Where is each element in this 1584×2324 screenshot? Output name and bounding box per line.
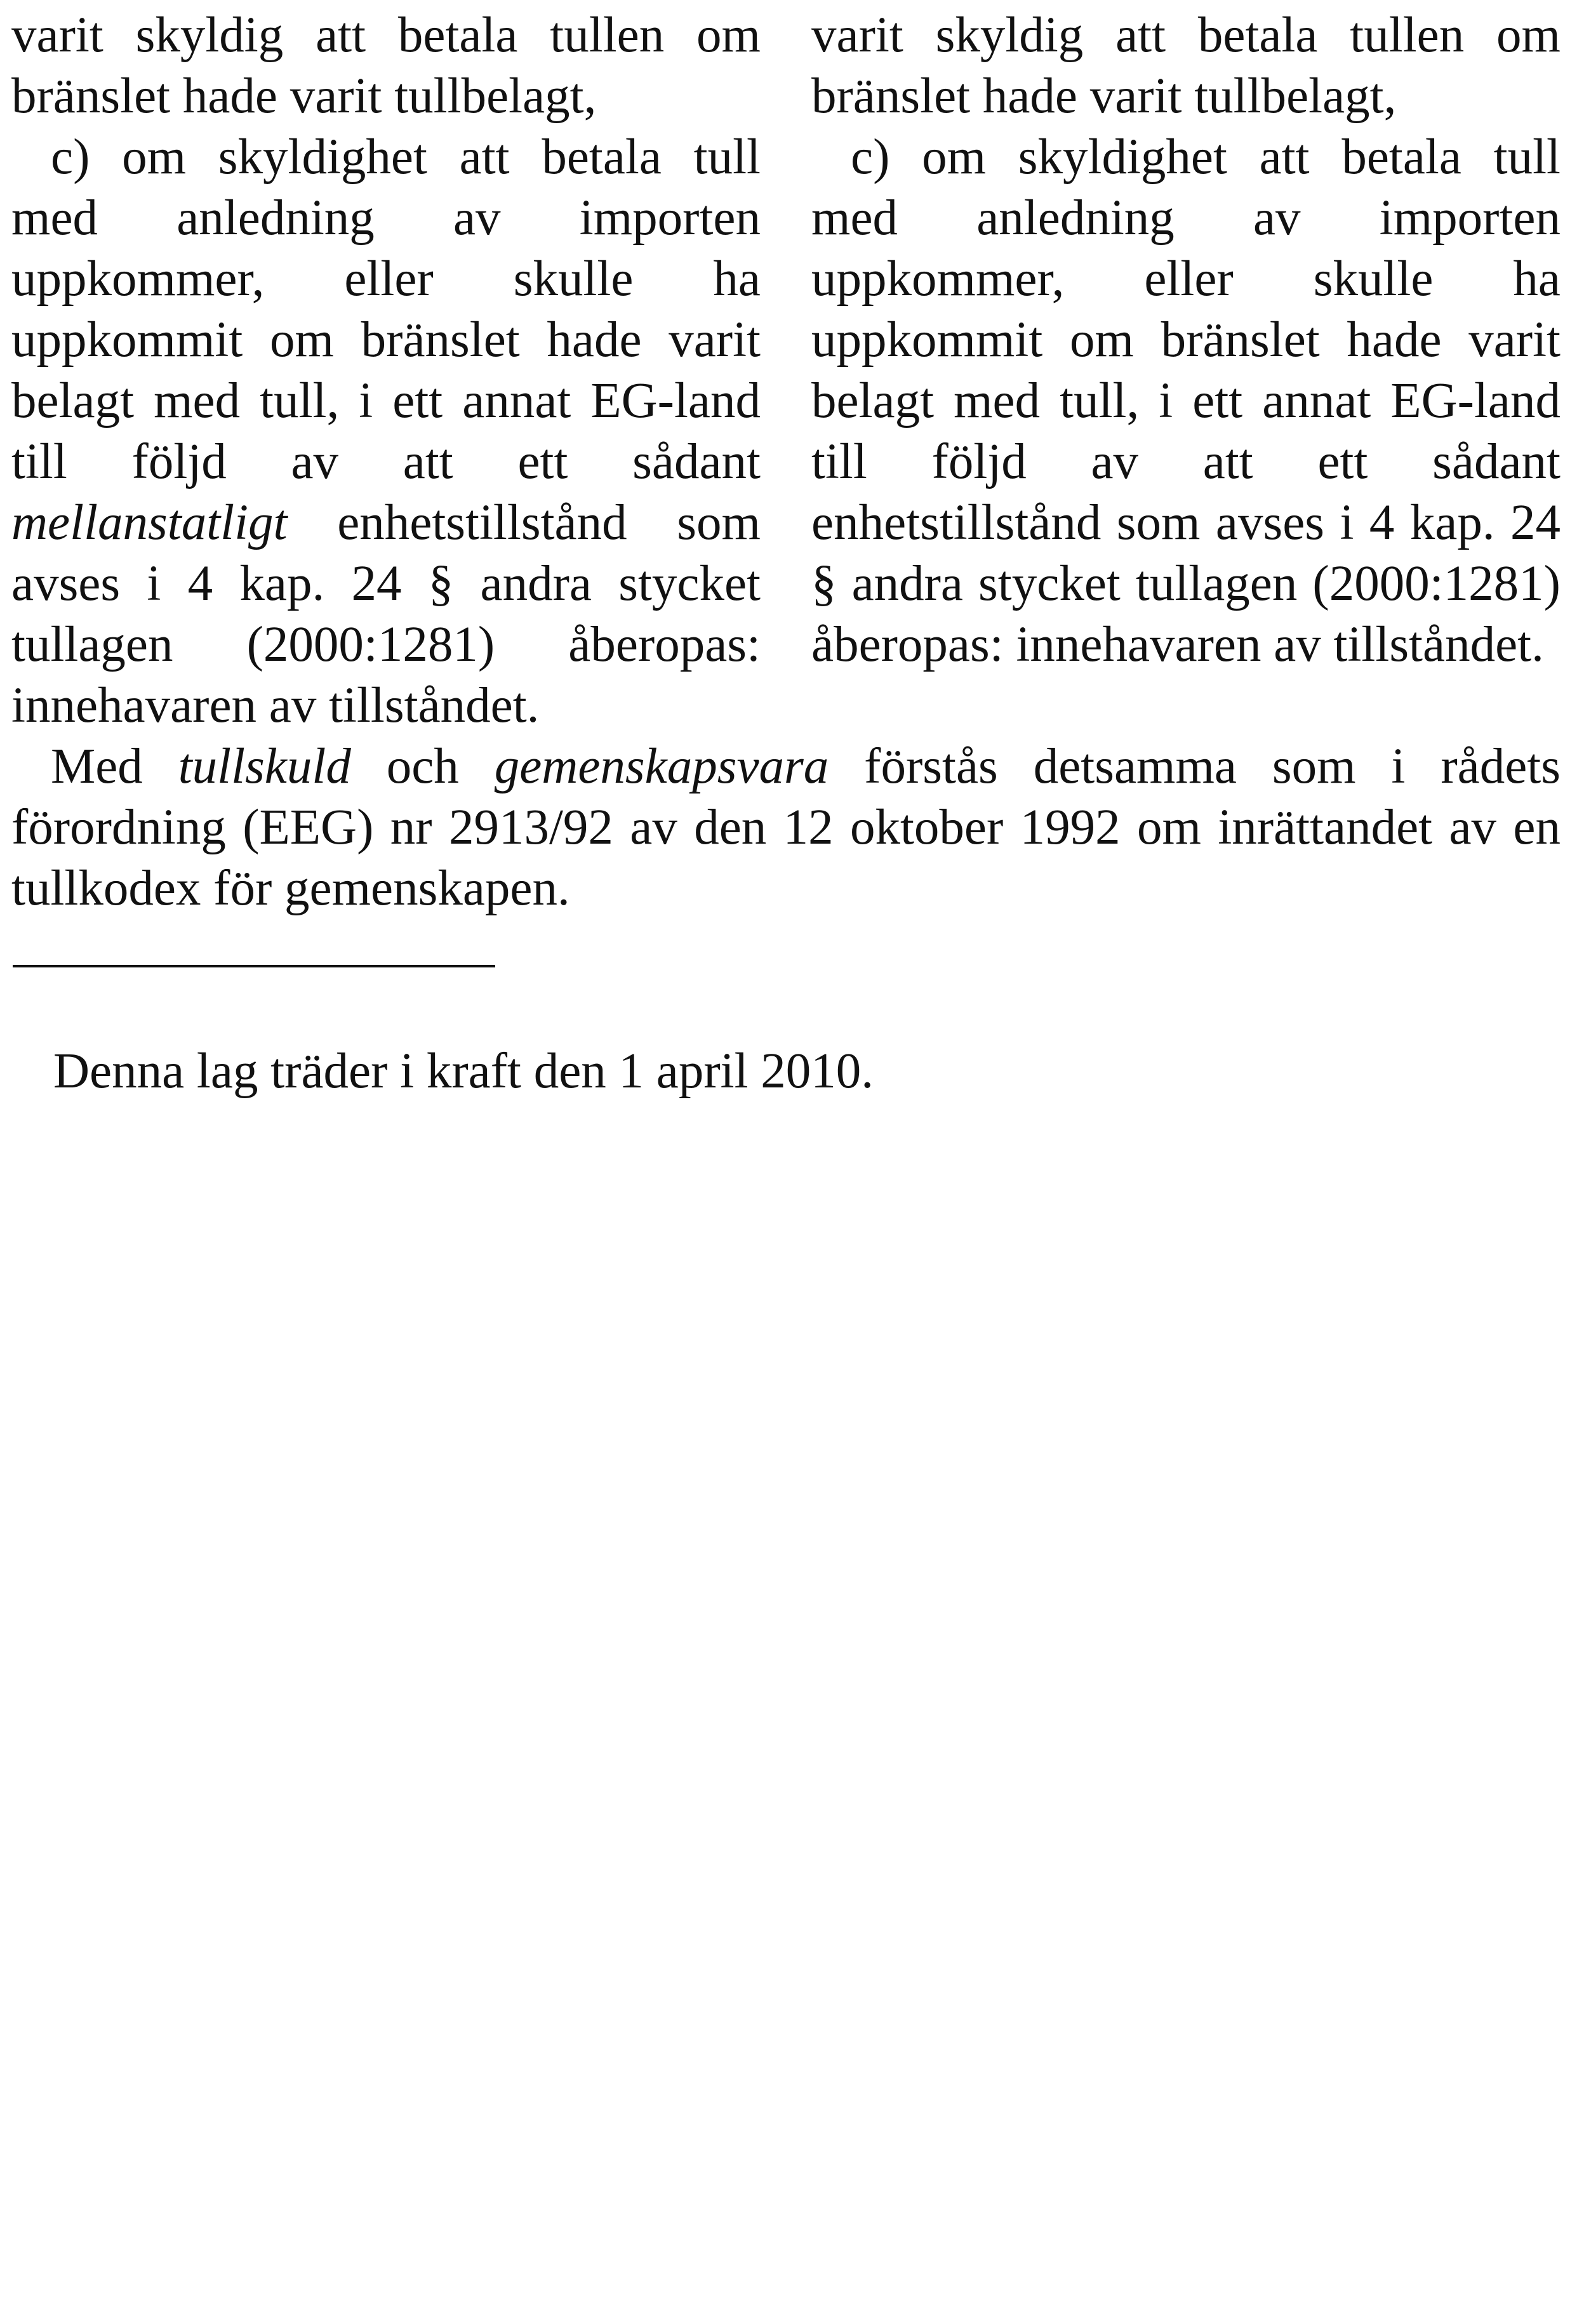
definition-paragraph-block — [11, 736, 1561, 919]
definition-after: förstås detsamma som i rådets förordning (EEG) nr 2913/92 av den 12 oktober 1992 om inrättandet av en tullkodex för gemenskapen. — [11, 739, 1561, 916]
entry-into-force-note: Denna lag träder i kraft den 1 april 2010. — [53, 1044, 874, 1099]
left-column-current-wording — [11, 5, 761, 736]
left-c-text-before: c) om skyldighet att betala tull med anledning av importen uppkommer, eller skulle ha uppkommit om bränslet hade varit belagt med tull, i ett annat EG-land till följd av att ett sådant — [11, 129, 761, 489]
left-c-text-after: enhetstillstånd som avses i 4 kap. 24 § andra stycket tullagen (2000:1281) åberopas: innehavaren av tillståndet. — [11, 495, 761, 733]
right-column-proposed-wording — [811, 5, 1561, 736]
definition-term-tullskuld: tullskuld — [178, 739, 351, 794]
definition-middle: och — [350, 739, 495, 794]
left-c-italic-term: mellanstatligt — [11, 495, 288, 550]
definition-before: Med — [51, 739, 178, 794]
right-paragraph-c: c) om skyldighet att betala tull med anledning av importen uppkommer, eller skulle ha uppkommit om bränslet hade varit belagt med tull, i ett annat EG-land till följd av att ett sådant enhetstillstånd som avses i 4 kap. 24 § andra stycket tullagen (2000:1281) åberopas: innehavaren av tillståndet. — [811, 129, 1561, 672]
parallel-columns — [11, 5, 1561, 736]
definition-paragraph — [11, 736, 1561, 919]
definition-term-gemenskapsvara: gemenskapsvara — [494, 739, 829, 794]
separator-rule — [13, 965, 495, 967]
left-paragraph-continued: varit skyldig att betala tullen om bränslet hade varit tullbelagt, — [11, 8, 761, 124]
right-paragraph-continued: varit skyldig att betala tullen om bränslet hade varit tullbelagt, — [811, 8, 1561, 124]
left-paragraph-c — [11, 127, 761, 736]
